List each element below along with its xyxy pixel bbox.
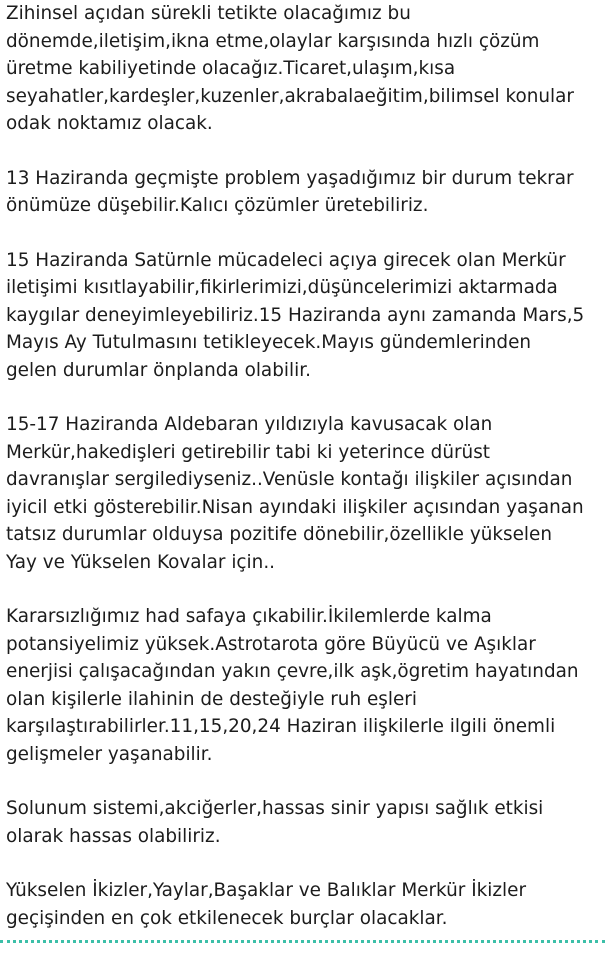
text-line: Mayıs Ay Tutulmasını tetikleyecek.Mayıs gündemlerinden [6, 332, 532, 353]
text-line: enerjisi çalışacağından yakın çevre,ilk aşk,ögretim hayatından [6, 661, 579, 682]
text-line: 15-17 Haziranda Aldebaran yıldızıyla kavusacak olan [6, 414, 493, 435]
text-line: Yay ve Yükselen Kovalar için.. [6, 551, 276, 573]
document-body [6, 0, 605, 932]
text-line: gelen durumlar önplanda olabilir. [6, 359, 311, 381]
text-line: Zihinsel açıdan sürekli tetikte olacağımız bu [6, 3, 411, 24]
text-line: Merkür,hakedişleri getirebilir tabi ki yeterince dürüst [6, 441, 490, 463]
text-line: iletişimi kısıtlayabilir,fikirlerimizi,düşüncelerimizi aktarmada [6, 277, 558, 298]
text-line: geçişinden en çok etkilenecek burçlar olacaklar. [6, 907, 448, 929]
paragraph-indecision [6, 603, 605, 768]
text-line: Kararsızlığımız had safaya çıkabilir.İkilemlerde kalma [6, 606, 492, 627]
text-line: kaygılar deneyimleyebiliriz.15 Haziranda aynı zamanda Mars,5 [6, 304, 585, 326]
text-line: karşılaştırabilirler.11,15,20,24 Haziran ilişkilerle ilgili önemli [6, 716, 556, 737]
text-line: potansiyelimiz yüksek.Astrotarota göre Büyücü ve Aşıklar [6, 633, 536, 655]
paragraph-june-15-17 [6, 411, 605, 576]
text-line: 15 Haziranda Satürnle mücadeleci açıya girecek olan Merkür [6, 249, 566, 271]
paragraph-affected-signs [6, 877, 605, 932]
text-line: 13 Haziranda geçmişte problem yaşadığımız bir durum tekrar [6, 167, 574, 189]
text-line: tatsız durumlar olduysa pozitife dönebilir,özellikle yükselen [6, 524, 552, 545]
dotted-divider [0, 940, 605, 943]
paragraph-june-13 [6, 165, 605, 220]
text-line: Yükselen İkizler,Yaylar,Başaklar ve Balıklar Merkür İkizler [6, 880, 527, 901]
text-line: seyahatler,kardeşler,kuzenler,akrabalaeğitim,bilimsel konular [6, 85, 574, 107]
text-line: olarak hassas olabiliriz. [6, 825, 221, 847]
text-line: dönemde,iletişim,ikna etme,olaylar karşısında hızlı çözüm [6, 30, 540, 52]
text-line: üretme kabiliyetinde olacağız.Ticaret,ulaşım,kısa [6, 58, 456, 79]
text-line: davranışlar sergilediyseniz..Venüsle kontağı ilişkiler açısından [6, 469, 573, 490]
text-line: Solunum sistemi,akciğerler,hassas sinir yapısı sağlık etkisi [6, 798, 544, 819]
paragraph-mental-alertness [6, 0, 605, 138]
text-line: iyicil etki gösterebilir.Nisan ayındaki ilişkiler açısından yaşanan [6, 496, 584, 518]
paragraph-june-15 [6, 247, 605, 385]
text-line: olan kişilerle ilahinin de desteğiyle ruh eşleri [6, 688, 417, 710]
paragraph-health [6, 795, 605, 850]
text-line: gelişmeler yaşanabilir. [6, 743, 213, 765]
text-line: önümüze düşebilir.Kalıcı çözümler üretebiliriz. [6, 195, 429, 216]
text-line: odak noktamız olacak. [6, 113, 213, 134]
